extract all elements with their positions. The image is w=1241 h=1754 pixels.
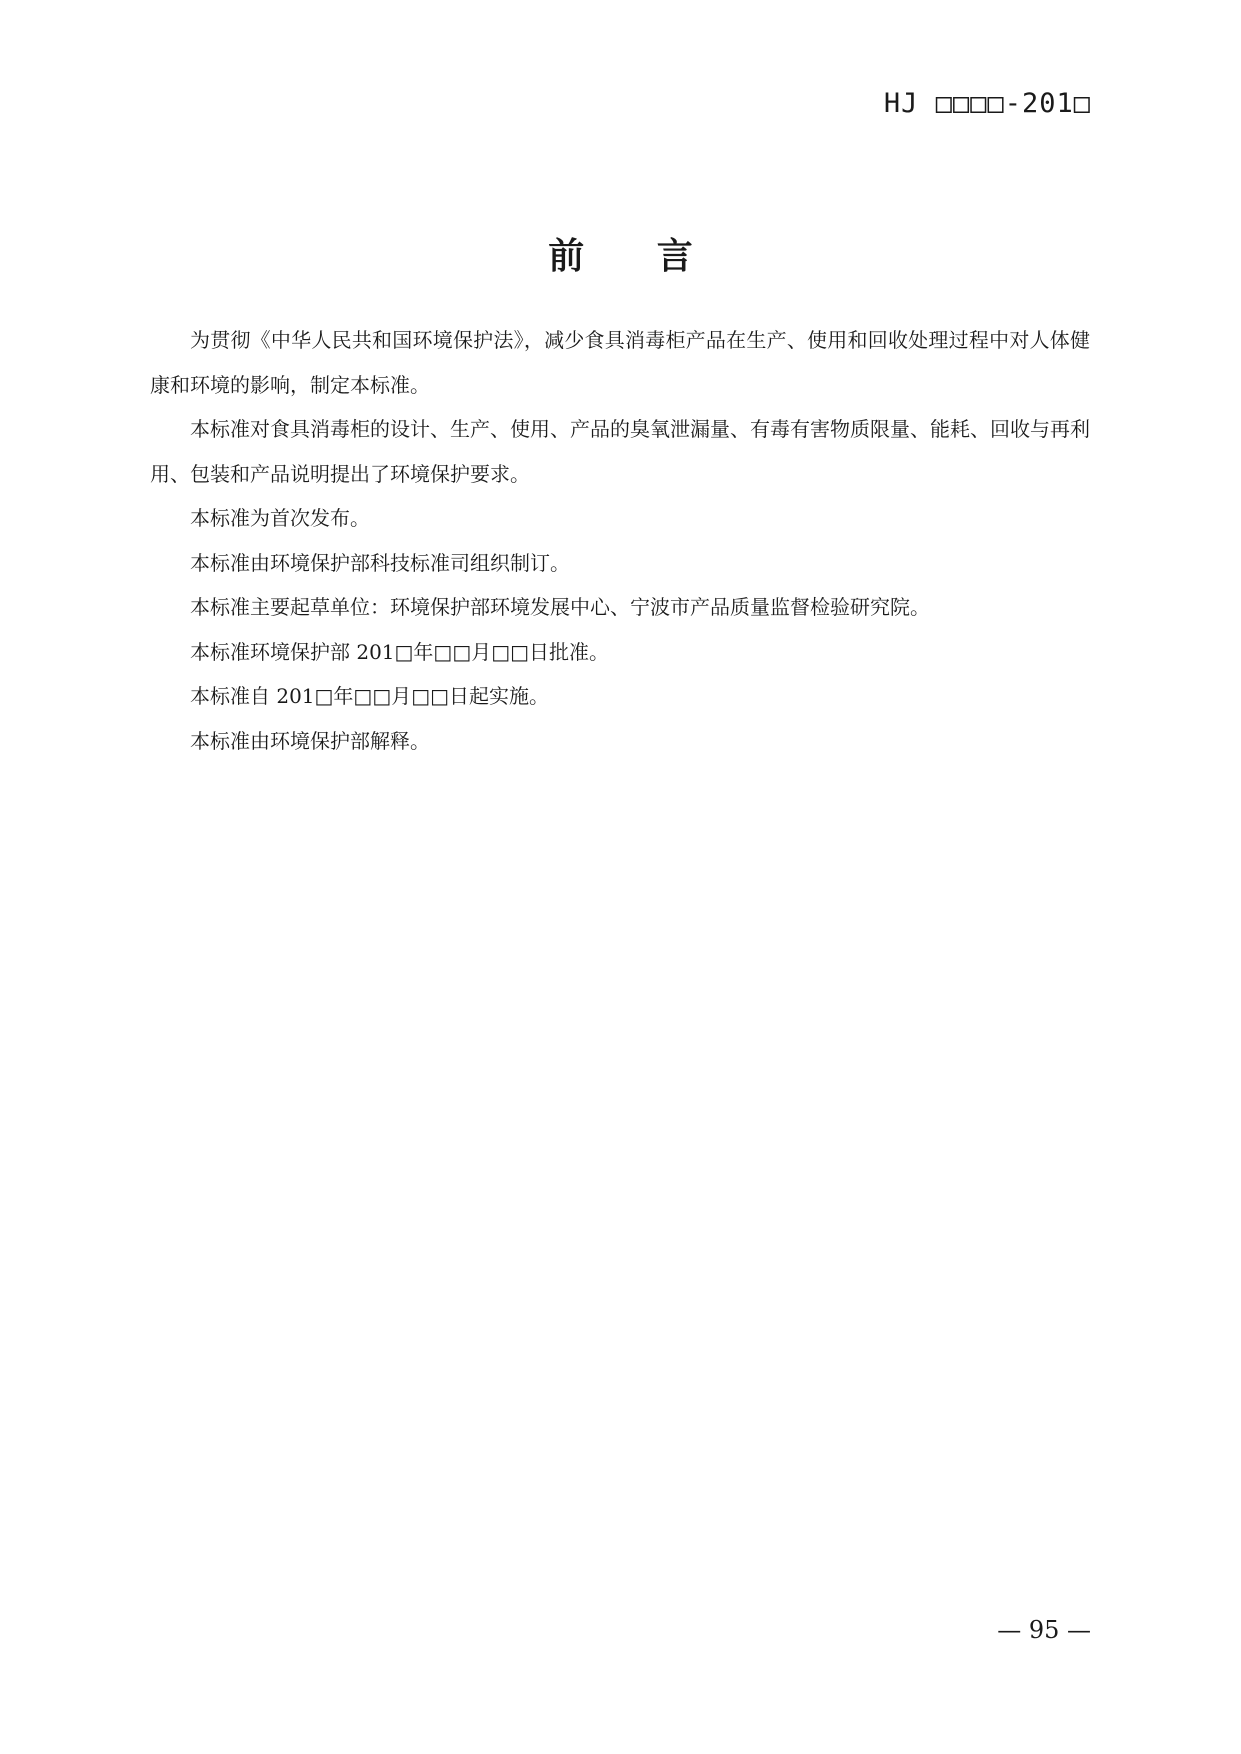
standard-code: HJ □□□□-201□	[883, 88, 1091, 119]
page-number: — 95 —	[997, 1616, 1091, 1644]
paragraph-first-release: 本标准为首次发布。	[190, 506, 370, 530]
paragraph-organizer: 本标准由环境保护部科技标准司组织制订。	[190, 550, 570, 575]
page-title: 前 言	[548, 236, 723, 277]
paragraph-approval-date: 本标准环境保护部 201□年□□月□□日批准。	[190, 639, 610, 664]
paragraph-effective-date: 本标准自 201□年□□月□□日起实施。	[190, 684, 550, 708]
paragraph-drafting-units: 本标准主要起草单位：环境保护部环境发展中心、宁波市产品质量监督检验研究院。	[190, 595, 930, 619]
paragraph-scope: 本标准对食具消毒柜的设计、生产、使用、产品的臭氧泄漏量、有毒有害物质限量、能耗、回收与再利用、包装和产品说明提出了环境保护要求。	[150, 417, 1090, 486]
paragraph-interpretation: 本标准由环境保护部解释。	[190, 728, 430, 753]
paragraph-purpose: 为贯彻《中华人民共和国环境保护法》，减少食具消毒柜产品在生产、使用和回收处理过程中对人体健康和环境的影响，制定本标准。	[150, 328, 1090, 397]
foreword-body	[150, 318, 1090, 763]
